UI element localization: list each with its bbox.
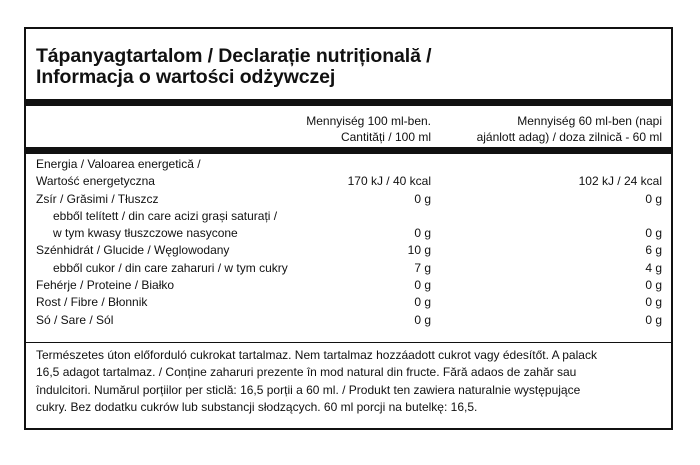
value-per-100ml: 0 g [414, 278, 431, 293]
footnote [36, 347, 661, 416]
header-col1-line2: Cantități / 100 ml [340, 130, 431, 144]
value-per-60ml: 6 g [645, 243, 662, 258]
footnote-line-3: îndulcitori. Numărul porțiilor per sticlă: 16,5 porții a 60 ml. / Produkt ten zawiera naturalnie występujące [36, 382, 581, 397]
value-per-60ml: 0 g [645, 226, 662, 241]
table-row [26, 312, 671, 329]
footnote-line-4: cukry. Bez dodatku cukrów lub substancji słodzących. 60 ml porcji na butelkę: 16,5. [36, 399, 478, 414]
nutrient-name: Só / Sare / Sól [36, 312, 114, 327]
table-row [26, 191, 671, 208]
value-per-60ml: 0 g [645, 312, 662, 327]
nutrient-name: ebből cukor / din care zaharuri / w tym cukry [53, 260, 288, 275]
value-per-100ml: 10 g [407, 243, 431, 258]
value-per-60ml: 4 g [645, 260, 662, 275]
nutrient-name: Rost / Fibre / Błonnik [36, 295, 148, 310]
table-row [26, 173, 671, 190]
footnote-line-1: Természetes úton előforduló cukrokat tartalmaz. Nem tartalmaz hozzáadott cukrot vagy édesítőt. A palack [36, 348, 597, 362]
nutrient-name: ebből telített / din care acizi grași saturați / [53, 208, 278, 223]
value-per-100ml: 7 g [414, 260, 431, 275]
nutrient-rows [26, 156, 671, 329]
value-per-100ml: 0 g [414, 312, 431, 327]
nutrition-label [24, 27, 673, 430]
nutrient-name: Szénhidrát / Glucide / Węglowodany [36, 243, 230, 258]
nutrient-name: Energia / Valoarea energetică / [36, 157, 201, 171]
header-col1-line1: Mennyiség 100 ml-ben. [306, 114, 431, 128]
value-per-100ml: 0 g [414, 226, 431, 241]
value-per-100ml: 170 kJ / 40 kcal [347, 174, 431, 189]
value-per-60ml: 0 g [645, 191, 662, 206]
nutrient-name: Wartość energetyczna [36, 174, 155, 189]
table-row [26, 156, 671, 173]
header-col2-line1: Mennyiség 60 ml-ben (napi [517, 114, 662, 128]
value-per-60ml: 102 kJ / 24 kcal [578, 174, 662, 189]
table-row [26, 208, 671, 225]
table-row [26, 225, 671, 242]
divider-thin-footnote [26, 342, 671, 343]
nutrient-name: Fehérje / Proteine / Białko [36, 278, 175, 293]
value-per-100ml: 0 g [414, 191, 431, 206]
header-per-60ml [477, 113, 662, 145]
footnote-line-2: 16,5 adagot tartalmaz. / Conține zaharuri prezente în mod natural din fructe. Fără adaos de zahăr sau [36, 365, 577, 380]
table-row [26, 242, 671, 259]
value-per-60ml: 0 g [645, 278, 662, 293]
label-title [36, 46, 431, 88]
title-line-1: Tápanyagtartalom / Declarație nutrițională / [36, 45, 432, 67]
nutrient-name: w tym kwasy tłuszczowe nasycone [53, 226, 238, 241]
header-col2-line2: ajánlott adag) / doza zilnică - 60 ml [476, 130, 662, 144]
header-per-100ml [306, 113, 431, 145]
table-row [26, 260, 671, 277]
value-per-60ml: 0 g [645, 295, 662, 310]
title-line-2: Informacja o wartości odżywczej [36, 66, 336, 88]
divider-thick-top [26, 99, 671, 106]
divider-thick-middle [26, 147, 671, 154]
nutrient-name: Zsír / Grăsimi / Tłuszcz [36, 191, 159, 206]
table-row [26, 294, 671, 311]
value-per-100ml: 0 g [414, 295, 431, 310]
table-row [26, 277, 671, 294]
